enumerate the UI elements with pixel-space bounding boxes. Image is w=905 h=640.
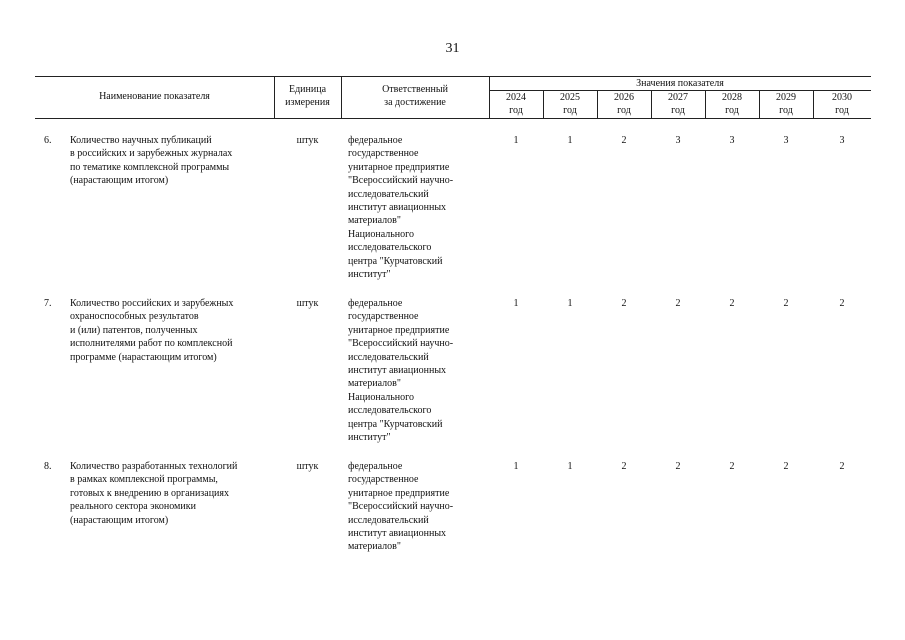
row-value-2024: 1 <box>513 135 519 146</box>
row-number: 7. <box>44 298 52 309</box>
year-label: 2024 <box>506 92 526 103</box>
year-suffix: год <box>671 104 685 116</box>
header-responsible-line2: за достижение <box>384 96 446 108</box>
header-responsible <box>341 84 489 109</box>
row-indicator-name: Количество разработанных технологий в рамках комплексной программы, готовых к внедрению в организациях реального сектора экономики (нарастающим итогом) <box>70 461 238 526</box>
row-value-2029: 3 <box>783 135 789 146</box>
row-value-2027: 3 <box>675 135 681 146</box>
year-suffix: год <box>509 104 523 116</box>
header-year-2024 <box>489 92 543 117</box>
header-unit-line1: Единица <box>288 84 327 95</box>
year-suffix: год <box>725 104 739 116</box>
row-value-2025: 1 <box>567 135 573 146</box>
row-indicator-name: Количество научных публикаций в российских и зарубежных журналах по тематике комплексной программы (нарастающим итогом) <box>70 135 233 187</box>
row-value-2025: 1 <box>567 298 573 309</box>
year-label: 2025 <box>560 92 580 103</box>
row-responsible: федеральное государственное унитарное предприятие "Всероссийский научно- исследовательский институт авиационных материалов" Национального исследовательского центра "Курчатовский институт" <box>348 135 454 281</box>
header-year-2028 <box>705 92 759 117</box>
header-year-2029 <box>759 92 813 117</box>
year-label: 2027 <box>668 92 688 103</box>
row-value-2028: 2 <box>729 461 735 472</box>
header-top-border <box>35 76 871 77</box>
row-value-2028: 2 <box>729 298 735 309</box>
year-suffix: год <box>779 104 793 116</box>
header-unit <box>274 84 341 109</box>
header-year-2030 <box>813 92 871 117</box>
row-value-2026: 2 <box>621 298 627 309</box>
row-value-2024: 1 <box>513 298 519 309</box>
row-responsible: федеральное государственное унитарное предприятие "Всероссийский научно- исследовательский институт авиационных материалов" <box>348 461 454 553</box>
row-responsible: федеральное государственное унитарное предприятие "Всероссийский научно- исследовательский институт авиационных материалов" Национального исследовательского центра "Курчатовский институт" <box>348 298 454 444</box>
row-value-2030: 2 <box>839 298 845 309</box>
row-value-2026: 2 <box>621 135 627 146</box>
row-value-2030: 3 <box>839 135 845 146</box>
year-label: 2026 <box>614 92 634 103</box>
row-value-2029: 2 <box>783 461 789 472</box>
header-name: Наименование показателя <box>99 91 210 102</box>
page-number: 31 <box>445 41 460 56</box>
header-year-2026 <box>597 92 651 117</box>
header-bottom-border <box>35 118 871 119</box>
header-year-2027 <box>651 92 705 117</box>
row-value-2029: 2 <box>783 298 789 309</box>
row-unit: штук <box>296 461 319 472</box>
header-unit-line2: измерения <box>285 96 330 108</box>
year-label: 2028 <box>722 92 742 103</box>
year-suffix: год <box>617 104 631 116</box>
row-value-2027: 2 <box>675 298 681 309</box>
year-suffix: год <box>563 104 577 116</box>
row-value-2030: 2 <box>839 461 845 472</box>
row-value-2025: 1 <box>567 461 573 472</box>
year-label: 2030 <box>832 92 852 103</box>
header-values: Значения показателя <box>636 78 724 89</box>
year-suffix: год <box>835 104 849 116</box>
header-year-2025 <box>543 92 597 117</box>
row-number: 8. <box>44 461 52 472</box>
row-value-2026: 2 <box>621 461 627 472</box>
row-value-2028: 3 <box>729 135 735 146</box>
row-value-2024: 1 <box>513 461 519 472</box>
row-unit: штук <box>296 298 319 309</box>
row-number: 6. <box>44 135 52 146</box>
year-label: 2029 <box>776 92 796 103</box>
header-responsible-line1: Ответственный <box>382 84 448 95</box>
row-value-2027: 2 <box>675 461 681 472</box>
row-unit: штук <box>296 135 319 146</box>
row-indicator-name: Количество российских и зарубежных охраноспособных результатов и (или) патентов, полученных исполнителями работ по комплексной программе (нарастающим итогом) <box>70 298 234 363</box>
